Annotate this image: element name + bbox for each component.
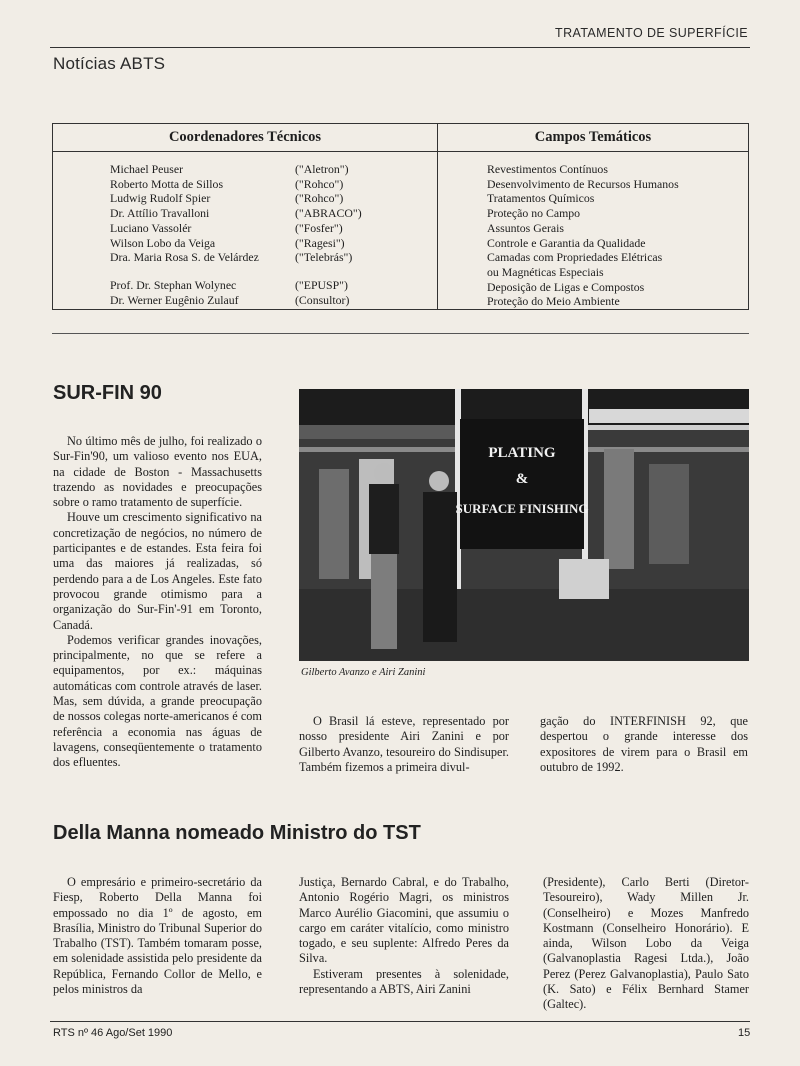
article-column-1 <box>53 875 262 997</box>
coordinator-name: Dr. Attílio Travalloni <box>110 206 210 221</box>
coordinator-name: Prof. Dr. Stephan Wolynec <box>110 277 237 292</box>
article-column-2 <box>299 875 509 997</box>
thematic-fields <box>487 162 679 309</box>
coordinator-name: Roberto Motta de Sillos <box>110 176 224 191</box>
paragraph: (Presidente), Carlo Berti (Diretor-Tesoureiro), Wady Millen Jr. (Conselheiro) e Mozes Manfredo Kostmann (Conselheiro Honorário). E ainda, Wilson Lobo da Veiga (Galvanoplastia Ragesi Ltda.), João Perez (Perez Galvanoplastia), Paulo Sato (K. Sato) e Félix Bernhard Stamer (Galtec). <box>543 875 749 1012</box>
sign-surface-finishing: SURFACE FINISHING <box>455 501 589 516</box>
paragraph: gação do INTERFINISH 92, que despertou o grande interesse dos expositores de virem para o Brasil em outubro de 1992. <box>540 714 748 774</box>
photo-caption: Gilberto Avanzo e Airi Zanini <box>301 667 426 678</box>
coordinator-name: Wilson Lobo da Veiga <box>110 235 216 250</box>
thematic-field: Revestimentos Contínuos <box>487 162 608 176</box>
right-column-header: Campos Temáticos <box>534 129 652 145</box>
sign-plating: PLATING <box>488 445 556 461</box>
paragraph: Estiveram presentes à solenidade, representando a ABTS, Airi Zanini <box>299 966 509 997</box>
coordinators-table <box>52 123 749 310</box>
article-column-3 <box>540 714 748 775</box>
section-rule <box>52 333 749 334</box>
article-column-3 <box>543 875 749 1013</box>
coordinator-org: ("Aletron") <box>295 162 349 176</box>
thematic-field: Assuntos Gerais <box>487 220 565 235</box>
article-column-2 <box>299 714 509 775</box>
coordinator-name: Dra. Maria Rosa S. de Velárdez <box>110 250 259 265</box>
coordinator-name: Ludwig Rudolf Spier <box>110 191 211 206</box>
paragraph: O empresário e primeiro-secretário da Fiesp, Roberto Della Manna foi empossado no dia 1º de agosto, em Brasília, Ministro do Tribunal Superior do Trabalho (TST). Também tomaram posse, em solenidade assistida pelo presidente da República, Fernando Collor de Mello, e pelos ministros da <box>53 875 262 997</box>
article-column-1 <box>53 434 262 771</box>
thematic-field: Controle e Garantia da Qualidade <box>487 235 646 250</box>
page-number: 15 <box>738 1027 751 1039</box>
paragraph: O Brasil lá esteve, representado por nosso presidente Airi Zanini e por Gilberto Avanzo, tesoureiro do Sindisuper. Também fizemos a primeira divul- <box>299 714 509 774</box>
coordinator-orgs <box>295 162 362 307</box>
thematic-field: Proteção no Campo <box>487 206 581 221</box>
coordinator-org: ("Rohco") <box>295 191 344 206</box>
coordinator-org: (Consultor) <box>295 292 350 307</box>
footer-rule <box>50 1021 750 1022</box>
coordinator-org: ("Rohco") <box>295 176 344 191</box>
coordinator-org: ("Ragesi") <box>295 235 345 250</box>
section-label: TRATAMENTO DE SUPERFÍCIE <box>555 26 748 40</box>
news-title: Notícias ABTS <box>53 54 166 73</box>
thematic-field: Deposição de Ligas e Compostos <box>487 279 645 294</box>
event-photo <box>299 389 749 661</box>
issue-info: RTS nº 46 Ago/Set 1990 <box>53 1027 173 1039</box>
thematic-field: Tratamentos Químicos <box>487 191 595 206</box>
coordinator-org: ("EPUSP") <box>295 277 348 292</box>
coordinator-org: ("ABRACO") <box>295 206 362 221</box>
header-rule <box>50 47 750 48</box>
coordinator-name: Michael Peuser <box>110 162 184 176</box>
coordinator-org: ("Telebrás") <box>295 250 353 265</box>
sign-ampersand: & <box>515 471 529 487</box>
thematic-field: ou Magnéticas Especiais <box>487 264 604 279</box>
table-divider-horizontal <box>53 151 748 152</box>
thematic-field: Proteção do Meio Ambiente <box>487 294 620 309</box>
photo-illustration <box>299 389 749 661</box>
coordinator-name: Luciano Vassolér <box>110 220 192 235</box>
coordinator-name: Dr. Werner Eugênio Zulauf <box>110 292 239 307</box>
paragraph: Podemos verificar grandes inovações, principalmente, no que se refere a equipamentos, por ex.: máquinas automáticas com controle através de laser. Mas, sem dúvida, a grande preocupação de nossos colegas norte-americanos é com referência a economia nas águas de lavagens, conseqüentemente o tratamento dos efluentes. <box>53 632 262 770</box>
left-column-header: Coordenadores Técnicos <box>168 129 322 145</box>
paragraph: Houve um crescimento significativo na concretização de negócios, no número de participantes e de estandes. Esta feira foi uma das maiores já realizadas, só perdendo para a de Los Angeles. Este fato provocou grande otimismo para a organização do Sur-Fin'-91 em Toronto, Canadá. <box>53 510 262 632</box>
article-title-surfin: SUR-FIN 90 <box>53 382 162 404</box>
thematic-field: Desenvolvimento de Recursos Humanos <box>487 176 679 191</box>
paragraph: No último mês de julho, foi realizado o Sur-Fin'90, um valioso evento nos EUA, na cidade de Boston - Massachusetts trazendo as novidades e preocupações sobre o ramo tratamento de superfície. <box>53 434 262 510</box>
coordinator-org: ("Fosfer") <box>295 220 343 235</box>
paragraph: Justiça, Bernardo Cabral, e do Trabalho, Antonio Rogério Magri, os ministros Marco Aurélio Giacomini, que assumiu o cargo em caráter vitalício, como ministro togado, e seu suplente: Alfredo Peres da Silva. <box>299 875 509 966</box>
coordinator-names <box>110 162 259 307</box>
article-title-della-manna: Della Manna nomeado Ministro do TST <box>53 822 421 844</box>
thematic-field: Camadas com Propriedades Elétricas <box>487 250 663 265</box>
